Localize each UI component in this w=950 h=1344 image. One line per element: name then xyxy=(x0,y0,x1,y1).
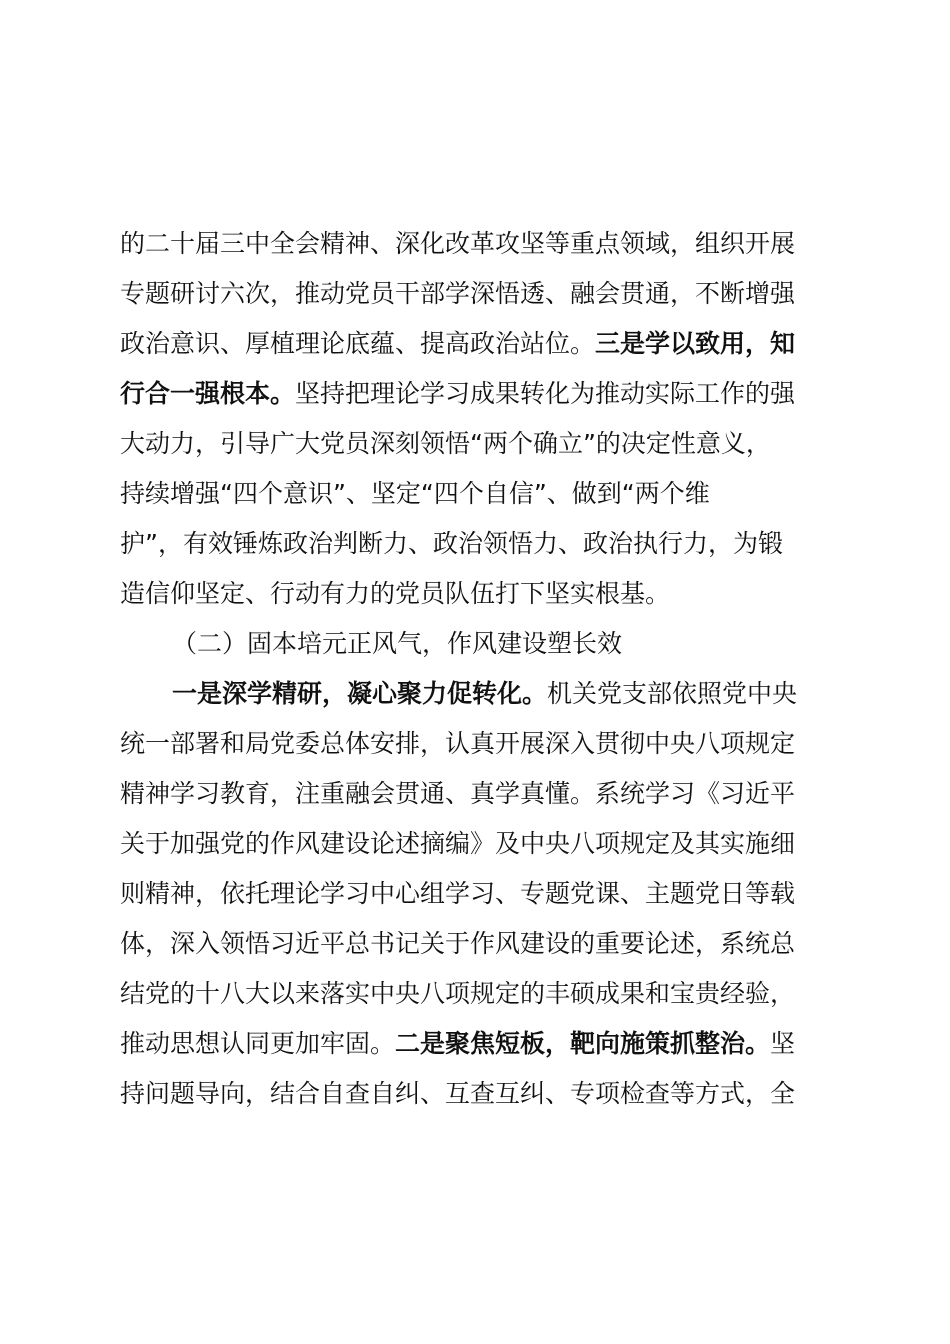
text-run: 则精神，依托理论学习中心组学习、专题党课、主题党日等载 xyxy=(120,879,796,908)
text-run: 结党的十八大以来落实中央八项规定的丰硕成果和宝贵经验， xyxy=(120,979,796,1008)
text-run: 推动思想认同更加牢固。 xyxy=(120,1029,396,1058)
bold-heading-run: 行合一强根本。 xyxy=(120,379,296,408)
text-run: 精神学习教育，注重融会贯通、真学真懂。系统学习《习近平 xyxy=(120,779,796,808)
body-text-line xyxy=(120,377,795,411)
bold-heading-run: 一是深学精研，凝心聚力促转化。 xyxy=(172,679,548,708)
text-run: 护”，有效锤炼政治判断力、政治领悟力、政治执行力，为锻 xyxy=(120,529,783,558)
text-run: 持续增强“四个意识”、坚定“四个自信”、做到“两个维 xyxy=(120,479,710,508)
text-run: 造信仰坚定、行动有力的党员队伍打下坚实根基。 xyxy=(120,579,671,608)
bold-heading-run: 二是聚焦短板，靶向施策抓整治。 xyxy=(395,1029,771,1058)
text-run: 坚 xyxy=(770,1029,796,1058)
bold-heading-run: 三是学以致用，知 xyxy=(595,329,796,358)
body-text-line xyxy=(120,977,795,1011)
text-run: 专题研讨六次，推动党员干部学深悟透、融会贯通，不断增强 xyxy=(120,279,796,308)
body-text-line xyxy=(120,1077,795,1111)
body-text-line xyxy=(120,727,795,761)
body-text-line xyxy=(120,427,771,461)
body-text-line xyxy=(120,777,795,811)
section-heading xyxy=(172,627,622,661)
body-text-line xyxy=(120,277,795,311)
body-text-line xyxy=(120,877,795,911)
body-text-line xyxy=(172,677,797,711)
text-run: 大动力，引导广大党员深刻领悟“两个确立”的决定性意义， xyxy=(120,429,771,458)
text-run: 坚持把理论学习成果转化为推动实际工作的强 xyxy=(295,379,796,408)
body-text-line xyxy=(120,1027,795,1061)
body-text-line xyxy=(120,477,710,511)
text-run: 关于加强党的作风建设论述摘编》及中央八项规定及其实施细 xyxy=(120,829,796,858)
text-run: 的二十届三中全会精神、深化改革攻坚等重点领域，组织开展 xyxy=(120,229,796,258)
body-text-line xyxy=(120,577,670,611)
body-text-line xyxy=(120,927,795,961)
text-run: 持问题导向，结合自查自纠、互查互纠、专项检查等方式，全 xyxy=(120,1079,796,1108)
text-run: （二）固本培元正风气，作风建设塑长效 xyxy=(172,629,623,658)
text-run: 政治意识、厚植理论底蕴、提高政治站位。 xyxy=(120,329,596,358)
body-text-line xyxy=(120,827,795,861)
text-run: 机关党支部依照党中央 xyxy=(547,679,798,708)
text-run: 体，深入领悟习近平总书记关于作风建设的重要论述，系统总 xyxy=(120,929,796,958)
text-run: 统一部署和局党委总体安排，认真开展深入贯彻中央八项规定 xyxy=(120,729,796,758)
body-text-line xyxy=(120,327,795,361)
body-text-line xyxy=(120,227,795,261)
body-text-line xyxy=(120,527,783,561)
